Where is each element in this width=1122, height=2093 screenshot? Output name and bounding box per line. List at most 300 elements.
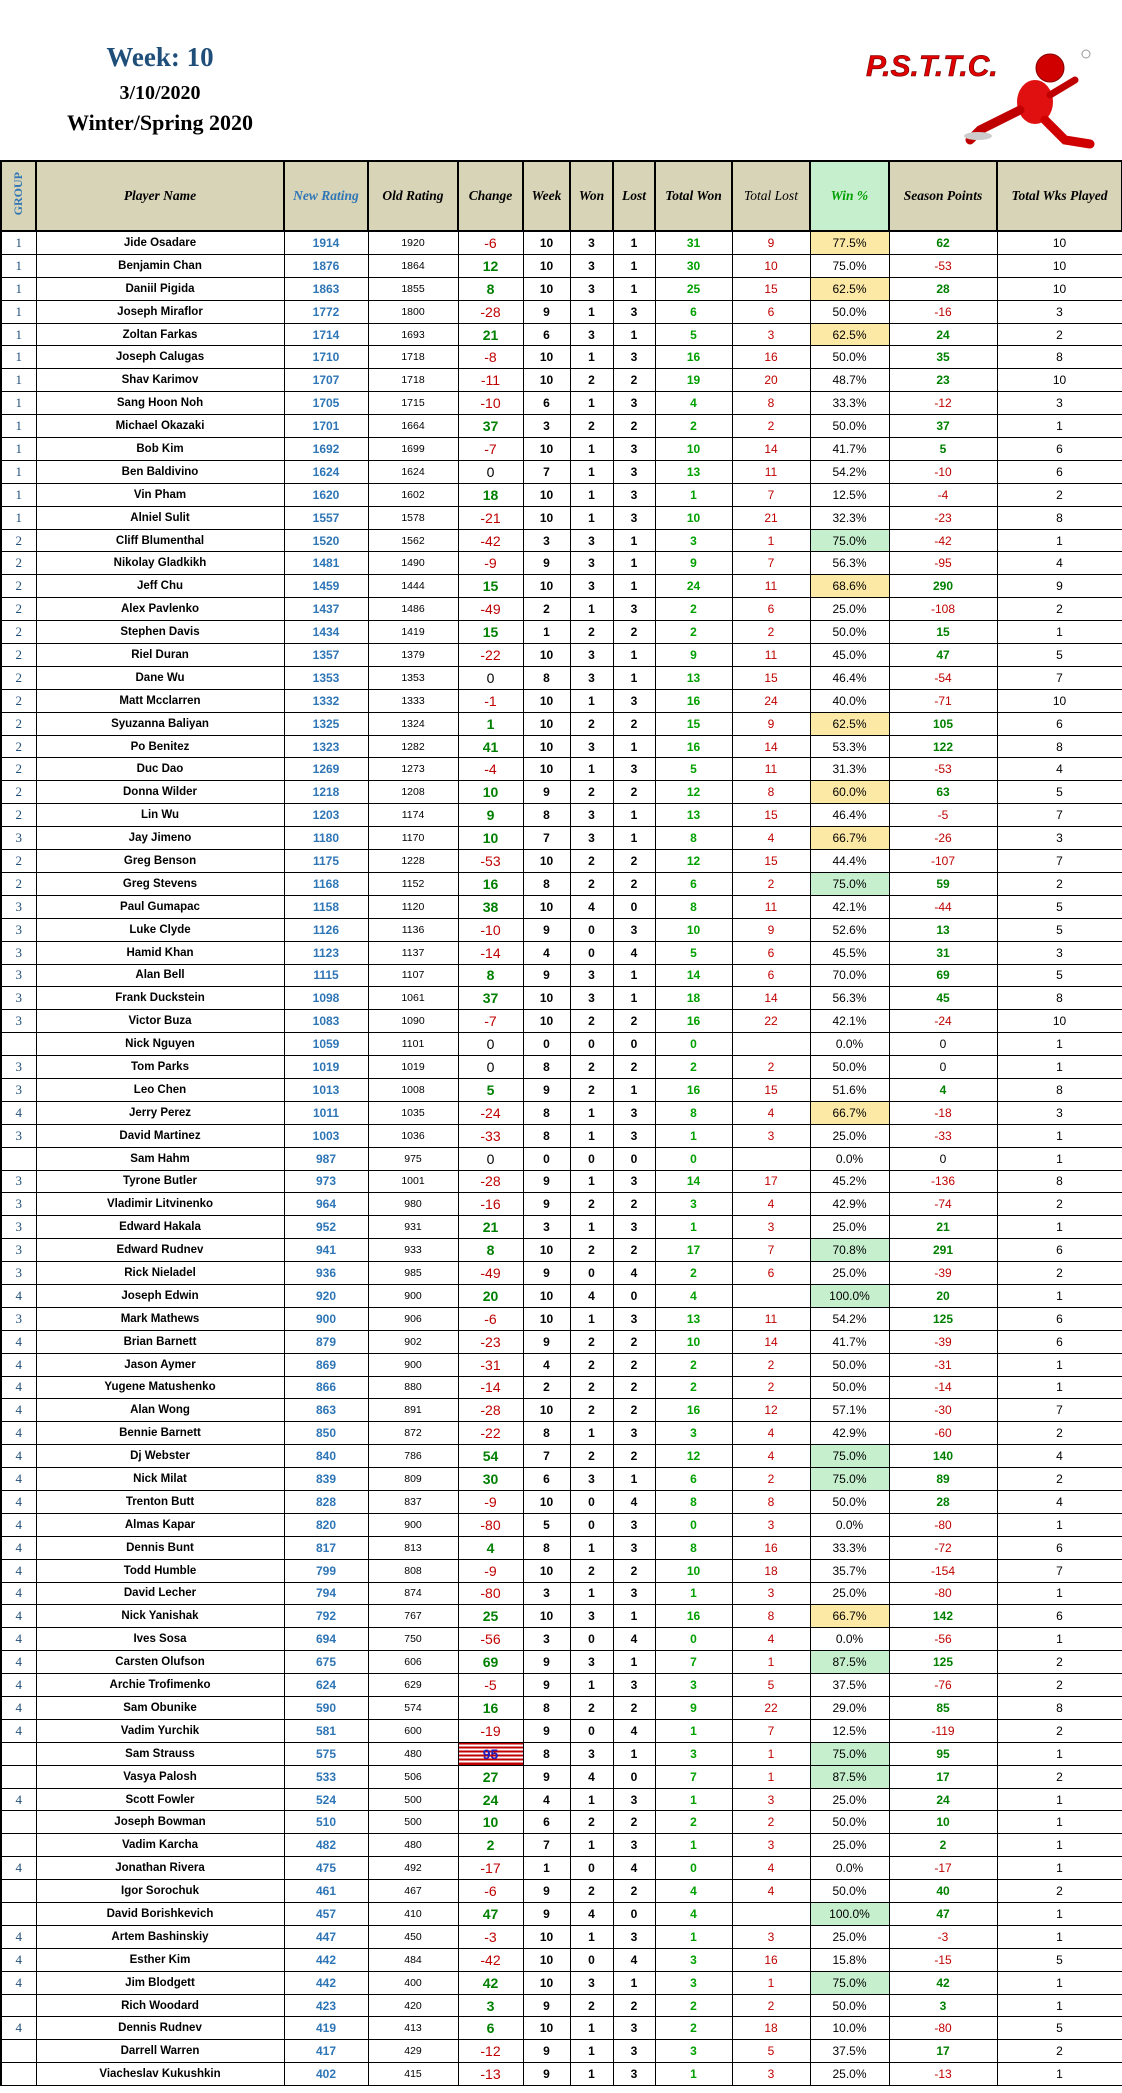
group-cell: 4 (1, 1674, 36, 1697)
table-row[interactable] (1, 1170, 1122, 1193)
table-row[interactable] (1, 1880, 1122, 1903)
new-rating-cell: 863 (284, 1399, 368, 1422)
table-row[interactable] (1, 2040, 1122, 2063)
table-row[interactable] (1, 918, 1122, 941)
change-cell: 21 (458, 1216, 523, 1239)
old-rating-cell: 906 (368, 1307, 458, 1330)
table-row[interactable] (1, 1811, 1122, 1834)
old-rating-cell: 1864 (368, 254, 458, 277)
table-row[interactable] (1, 1239, 1122, 1262)
lost-cell: 1 (613, 277, 655, 300)
change-cell: 6 (458, 2017, 523, 2040)
total-weeks-cell: 5 (997, 644, 1122, 667)
table-row[interactable] (1, 1948, 1122, 1971)
old-rating-cell: 410 (368, 1903, 458, 1926)
group-cell: 4 (1, 1330, 36, 1353)
table-row[interactable] (1, 1971, 1122, 1994)
table-row[interactable] (1, 1559, 1122, 1582)
table-row[interactable] (1, 781, 1122, 804)
table-row[interactable] (1, 1124, 1122, 1147)
season-points-cell: -154 (889, 1559, 997, 1582)
change-cell: -24 (458, 1101, 523, 1124)
total-weeks-cell: 3 (997, 392, 1122, 415)
total-lost-cell: 16 (732, 1948, 810, 1971)
group-cell: 3 (1, 1010, 36, 1033)
week-cell: 2 (523, 598, 570, 621)
total-lost-cell: 6 (732, 300, 810, 323)
group-cell: 4 (1, 1468, 36, 1491)
win-pct-cell: 45.2% (810, 1170, 889, 1193)
total-lost-cell: 9 (732, 231, 810, 254)
player-name-cell: Joseph Calugas (36, 346, 284, 369)
win-pct-cell: 42.1% (810, 895, 889, 918)
change-cell: 27 (458, 1765, 523, 1788)
table-row[interactable] (1, 735, 1122, 758)
table-row[interactable] (1, 1697, 1122, 1720)
total-weeks-cell: 2 (997, 323, 1122, 346)
season-points-cell: -71 (889, 689, 997, 712)
group-cell: 3 (1, 827, 36, 850)
won-cell: 0 (570, 941, 613, 964)
total-won-cell: 2 (655, 1994, 732, 2017)
week-cell: 9 (523, 2040, 570, 2063)
table-row[interactable] (1, 1605, 1122, 1628)
total-weeks-cell: 2 (997, 1262, 1122, 1285)
table-row[interactable] (1, 1216, 1122, 1239)
table-row[interactable] (1, 529, 1122, 552)
table-row[interactable] (1, 1857, 1122, 1880)
total-weeks-cell: 2 (997, 598, 1122, 621)
season-points-cell: 142 (889, 1605, 997, 1628)
new-rating-cell: 1098 (284, 987, 368, 1010)
old-rating-cell: 1578 (368, 506, 458, 529)
table-row[interactable] (1, 1719, 1122, 1742)
lost-cell: 1 (613, 964, 655, 987)
table-row[interactable] (1, 460, 1122, 483)
table-row[interactable] (1, 438, 1122, 461)
week-cell: 10 (523, 1284, 570, 1307)
season-points-cell: -33 (889, 1124, 997, 1147)
col-header-win-pct[interactable]: Win % (810, 161, 889, 231)
old-rating-cell: 1718 (368, 369, 458, 392)
new-rating-cell: 1705 (284, 392, 368, 415)
won-cell: 2 (570, 872, 613, 895)
table-row[interactable] (1, 1490, 1122, 1513)
total-won-cell: 5 (655, 323, 732, 346)
total-won-cell: 12 (655, 850, 732, 873)
won-cell: 3 (570, 529, 613, 552)
total-won-cell: 2 (655, 1376, 732, 1399)
win-pct-cell: 100.0% (810, 1284, 889, 1307)
total-won-cell: 8 (655, 1101, 732, 1124)
table-row[interactable] (1, 1582, 1122, 1605)
old-rating-cell: 1137 (368, 941, 458, 964)
col-header-week[interactable]: Week (523, 161, 570, 231)
win-pct-cell: 25.0% (810, 1262, 889, 1285)
table-row[interactable] (1, 1536, 1122, 1559)
total-lost-cell: 3 (732, 1788, 810, 1811)
total-won-cell: 2 (655, 598, 732, 621)
table-row[interactable] (1, 506, 1122, 529)
table-row[interactable] (1, 2063, 1122, 2086)
table-row[interactable] (1, 872, 1122, 895)
total-weeks-cell: 2 (997, 2040, 1122, 2063)
week-cell: 0 (523, 1033, 570, 1056)
group-cell: 1 (1, 506, 36, 529)
week-cell: 10 (523, 277, 570, 300)
total-won-cell: 2 (655, 1353, 732, 1376)
table-row[interactable] (1, 415, 1122, 438)
table-row[interactable] (1, 1903, 1122, 1926)
new-rating-cell: 1126 (284, 918, 368, 941)
col-header-lost[interactable]: Lost (613, 161, 655, 231)
win-pct-cell: 25.0% (810, 1834, 889, 1857)
total-lost-cell: 3 (732, 1582, 810, 1605)
won-cell: 1 (570, 346, 613, 369)
table-row[interactable] (1, 1925, 1122, 1948)
season-title: Winter/Spring 2020 (66, 110, 253, 135)
lost-cell: 3 (613, 1788, 655, 1811)
player-name-cell: Daniil Pigida (36, 277, 284, 300)
change-cell: 0 (458, 1147, 523, 1170)
win-pct-cell: 68.6% (810, 575, 889, 598)
table-row[interactable] (1, 392, 1122, 415)
player-name-cell: Igor Sorochuk (36, 1880, 284, 1903)
table-row[interactable] (1, 758, 1122, 781)
season-points-cell: -31 (889, 1353, 997, 1376)
win-pct-cell: 15.8% (810, 1948, 889, 1971)
table-row[interactable] (1, 1628, 1122, 1651)
col-header-total-won[interactable]: Total Won (655, 161, 732, 231)
table-row[interactable] (1, 1834, 1122, 1857)
old-rating-cell: 872 (368, 1422, 458, 1445)
total-lost-cell: 8 (732, 781, 810, 804)
week-cell: 9 (523, 1078, 570, 1101)
player-name-cell: Donna Wilder (36, 781, 284, 804)
player-name-cell: Shav Karimov (36, 369, 284, 392)
new-rating-cell: 1218 (284, 781, 368, 804)
total-weeks-cell: 6 (997, 1605, 1122, 1628)
lost-cell: 3 (613, 1307, 655, 1330)
group-cell: 4 (1, 1445, 36, 1468)
lost-cell: 3 (613, 689, 655, 712)
won-cell: 2 (570, 1880, 613, 1903)
table-row[interactable] (1, 254, 1122, 277)
total-weeks-cell: 6 (997, 712, 1122, 735)
group-cell: 1 (1, 323, 36, 346)
won-cell: 2 (570, 415, 613, 438)
table-row[interactable] (1, 552, 1122, 575)
col-header-old-rating[interactable]: Old Rating (368, 161, 458, 231)
player-name-cell: Vadim Yurchik (36, 1719, 284, 1742)
win-pct-cell: 37.5% (810, 2040, 889, 2063)
win-pct-cell: 25.0% (810, 1925, 889, 1948)
week-cell: 7 (523, 460, 570, 483)
old-rating-cell: 933 (368, 1239, 458, 1262)
col-header-season-points[interactable]: Season Points (889, 161, 997, 231)
player-name-cell: Joseph Miraflor (36, 300, 284, 323)
new-rating-cell: 964 (284, 1193, 368, 1216)
table-row[interactable] (1, 827, 1122, 850)
won-cell: 0 (570, 1628, 613, 1651)
table-row[interactable] (1, 1353, 1122, 1376)
season-points-cell: 0 (889, 1147, 997, 1170)
win-pct-cell: 54.2% (810, 460, 889, 483)
old-rating-cell: 1152 (368, 872, 458, 895)
player-name-cell: Matt Mcclarren (36, 689, 284, 712)
total-weeks-cell: 1 (997, 1056, 1122, 1079)
season-points-cell: 24 (889, 1788, 997, 1811)
table-row[interactable] (1, 231, 1122, 254)
table-row[interactable] (1, 346, 1122, 369)
table-row[interactable] (1, 1284, 1122, 1307)
table-row[interactable] (1, 964, 1122, 987)
old-rating-cell: 985 (368, 1262, 458, 1285)
total-won-cell: 3 (655, 1948, 732, 1971)
total-won-cell: 14 (655, 964, 732, 987)
table-row[interactable] (1, 300, 1122, 323)
season-points-cell: 13 (889, 918, 997, 941)
total-won-cell: 4 (655, 392, 732, 415)
total-lost-cell: 4 (732, 1628, 810, 1651)
table-row[interactable] (1, 1056, 1122, 1079)
total-won-cell: 2 (655, 1056, 732, 1079)
lost-cell: 1 (613, 827, 655, 850)
change-cell: -14 (458, 1376, 523, 1399)
total-weeks-cell: 2 (997, 1765, 1122, 1788)
won-cell: 1 (570, 758, 613, 781)
season-points-cell: -16 (889, 300, 997, 323)
total-weeks-cell: 2 (997, 483, 1122, 506)
old-rating-cell: 813 (368, 1536, 458, 1559)
lost-cell: 3 (613, 1101, 655, 1124)
lost-cell: 3 (613, 1834, 655, 1857)
col-header-total-weeks[interactable]: Total Wks Played (997, 161, 1122, 231)
change-cell: 47 (458, 1903, 523, 1926)
player-name-cell: Greg Stevens (36, 872, 284, 895)
old-rating-cell: 450 (368, 1925, 458, 1948)
new-rating-cell: 1353 (284, 666, 368, 689)
table-row[interactable] (1, 1422, 1122, 1445)
total-won-cell: 8 (655, 1490, 732, 1513)
won-cell: 1 (570, 1834, 613, 1857)
total-weeks-cell: 10 (997, 231, 1122, 254)
table-row[interactable] (1, 1147, 1122, 1170)
ratings-table (0, 160, 1122, 2086)
change-cell: -4 (458, 758, 523, 781)
new-rating-cell: 1437 (284, 598, 368, 621)
total-weeks-cell: 1 (997, 1376, 1122, 1399)
group-cell: 3 (1, 1216, 36, 1239)
table-row[interactable] (1, 712, 1122, 735)
week-cell: 10 (523, 1010, 570, 1033)
won-cell: 2 (570, 1399, 613, 1422)
player-name-cell: Rich Woodard (36, 1994, 284, 2017)
table-row[interactable] (1, 804, 1122, 827)
table-row[interactable] (1, 644, 1122, 667)
win-pct-cell: 75.0% (810, 254, 889, 277)
group-cell: 1 (1, 231, 36, 254)
table-row[interactable] (1, 1513, 1122, 1536)
total-won-cell: 16 (655, 346, 732, 369)
old-rating-cell: 1107 (368, 964, 458, 987)
lost-cell: 1 (613, 1651, 655, 1674)
group-cell: 2 (1, 666, 36, 689)
table-row[interactable] (1, 1010, 1122, 1033)
win-pct-cell: 25.0% (810, 1582, 889, 1605)
season-points-cell: 290 (889, 575, 997, 598)
total-won-cell: 4 (655, 1880, 732, 1903)
col-header-player-name[interactable]: Player Name (36, 161, 284, 231)
table-row[interactable] (1, 1994, 1122, 2017)
win-pct-cell: 75.0% (810, 1971, 889, 1994)
old-rating-cell: 1035 (368, 1101, 458, 1124)
table-row[interactable] (1, 895, 1122, 918)
col-header-change[interactable]: Change (458, 161, 523, 231)
group-cell: 2 (1, 552, 36, 575)
season-points-cell: 140 (889, 1445, 997, 1468)
lost-cell: 3 (613, 1124, 655, 1147)
win-pct-cell: 12.5% (810, 483, 889, 506)
table-row[interactable] (1, 2017, 1122, 2040)
total-won-cell: 10 (655, 918, 732, 941)
lost-cell: 3 (613, 1674, 655, 1697)
col-header-total-lost[interactable]: Total Lost (732, 161, 810, 231)
lost-cell: 0 (613, 895, 655, 918)
table-row[interactable] (1, 1262, 1122, 1285)
table-body (1, 231, 1122, 2086)
new-rating-cell: 1434 (284, 621, 368, 644)
player-name-cell: Ben Baldivino (36, 460, 284, 483)
table-row[interactable] (1, 941, 1122, 964)
lost-cell: 3 (613, 2063, 655, 2086)
week-cell: 6 (523, 323, 570, 346)
old-rating-cell: 1800 (368, 300, 458, 323)
table-row[interactable] (1, 1330, 1122, 1353)
col-header-group[interactable]: GROUP (1, 161, 36, 231)
report-date: 3/10/2020 (119, 82, 201, 104)
table-row[interactable] (1, 1101, 1122, 1124)
total-won-cell: 15 (655, 712, 732, 735)
won-cell: 2 (570, 1078, 613, 1101)
col-header-new-rating[interactable]: New Rating (284, 161, 368, 231)
total-won-cell: 2 (655, 1262, 732, 1285)
table-row[interactable] (1, 1399, 1122, 1422)
total-weeks-cell: 1 (997, 1742, 1122, 1765)
total-lost-cell: 18 (732, 1559, 810, 1582)
new-rating-cell: 1332 (284, 689, 368, 712)
table-row[interactable] (1, 1445, 1122, 1468)
season-points-cell: -10 (889, 460, 997, 483)
lost-cell: 3 (613, 506, 655, 529)
season-points-cell: -39 (889, 1330, 997, 1353)
change-cell: 8 (458, 1239, 523, 1262)
win-pct-cell: 42.9% (810, 1422, 889, 1445)
win-pct-cell: 70.0% (810, 964, 889, 987)
table-row[interactable] (1, 598, 1122, 621)
table-row[interactable] (1, 1078, 1122, 1101)
change-cell: 10 (458, 781, 523, 804)
group-cell: 2 (1, 621, 36, 644)
season-points-cell: 35 (889, 346, 997, 369)
table-row[interactable] (1, 1742, 1122, 1765)
new-rating-cell: 694 (284, 1628, 368, 1651)
table-row[interactable] (1, 987, 1122, 1010)
new-rating-cell: 1123 (284, 941, 368, 964)
total-weeks-cell: 5 (997, 2017, 1122, 2040)
change-cell: 15 (458, 575, 523, 598)
table-row[interactable] (1, 323, 1122, 346)
table-row[interactable] (1, 1765, 1122, 1788)
player-name-cell: Lin Wu (36, 804, 284, 827)
col-header-won[interactable]: Won (570, 161, 613, 231)
group-cell: 4 (1, 1582, 36, 1605)
table-row[interactable] (1, 1033, 1122, 1056)
lost-cell: 2 (613, 621, 655, 644)
season-points-cell: -54 (889, 666, 997, 689)
lost-cell: 4 (613, 1490, 655, 1513)
old-rating-cell: 1120 (368, 895, 458, 918)
lost-cell: 3 (613, 438, 655, 461)
old-rating-cell: 574 (368, 1697, 458, 1720)
new-rating-cell: 461 (284, 1880, 368, 1903)
table-row[interactable] (1, 850, 1122, 873)
total-lost-cell: 17 (732, 1170, 810, 1193)
table-row[interactable] (1, 666, 1122, 689)
table-row[interactable] (1, 1788, 1122, 1811)
week-cell: 10 (523, 575, 570, 598)
table-row[interactable] (1, 483, 1122, 506)
lost-cell: 2 (613, 1239, 655, 1262)
new-rating-cell: 675 (284, 1651, 368, 1674)
table-row[interactable] (1, 1193, 1122, 1216)
table-row[interactable] (1, 1307, 1122, 1330)
new-rating-cell: 1692 (284, 438, 368, 461)
won-cell: 4 (570, 895, 613, 918)
group-cell (1, 1811, 36, 1834)
season-points-cell: 0 (889, 1033, 997, 1056)
player-name-cell: Jonathan Rivera (36, 1857, 284, 1880)
total-lost-cell: 3 (732, 1216, 810, 1239)
change-cell: -16 (458, 1193, 523, 1216)
win-pct-cell: 54.2% (810, 1307, 889, 1330)
total-won-cell: 17 (655, 1239, 732, 1262)
lost-cell: 1 (613, 1078, 655, 1101)
table-row[interactable] (1, 689, 1122, 712)
group-cell: 2 (1, 575, 36, 598)
total-lost-cell: 6 (732, 1262, 810, 1285)
total-weeks-cell: 8 (997, 987, 1122, 1010)
table-row[interactable] (1, 1651, 1122, 1674)
player-name-cell: Benjamin Chan (36, 254, 284, 277)
win-pct-cell: 35.7% (810, 1559, 889, 1582)
table-row[interactable] (1, 369, 1122, 392)
table-row[interactable] (1, 277, 1122, 300)
table-row[interactable] (1, 621, 1122, 644)
table-row[interactable] (1, 1376, 1122, 1399)
table-row[interactable] (1, 1674, 1122, 1697)
total-lost-cell: 14 (732, 735, 810, 758)
total-weeks-cell: 1 (997, 1903, 1122, 1926)
season-points-cell: -18 (889, 1101, 997, 1124)
group-cell: 4 (1, 1971, 36, 1994)
table-row[interactable] (1, 575, 1122, 598)
old-rating-cell: 1444 (368, 575, 458, 598)
old-rating-cell: 1602 (368, 483, 458, 506)
table-row[interactable] (1, 1468, 1122, 1491)
old-rating-cell: 808 (368, 1559, 458, 1582)
group-cell: 2 (1, 644, 36, 667)
